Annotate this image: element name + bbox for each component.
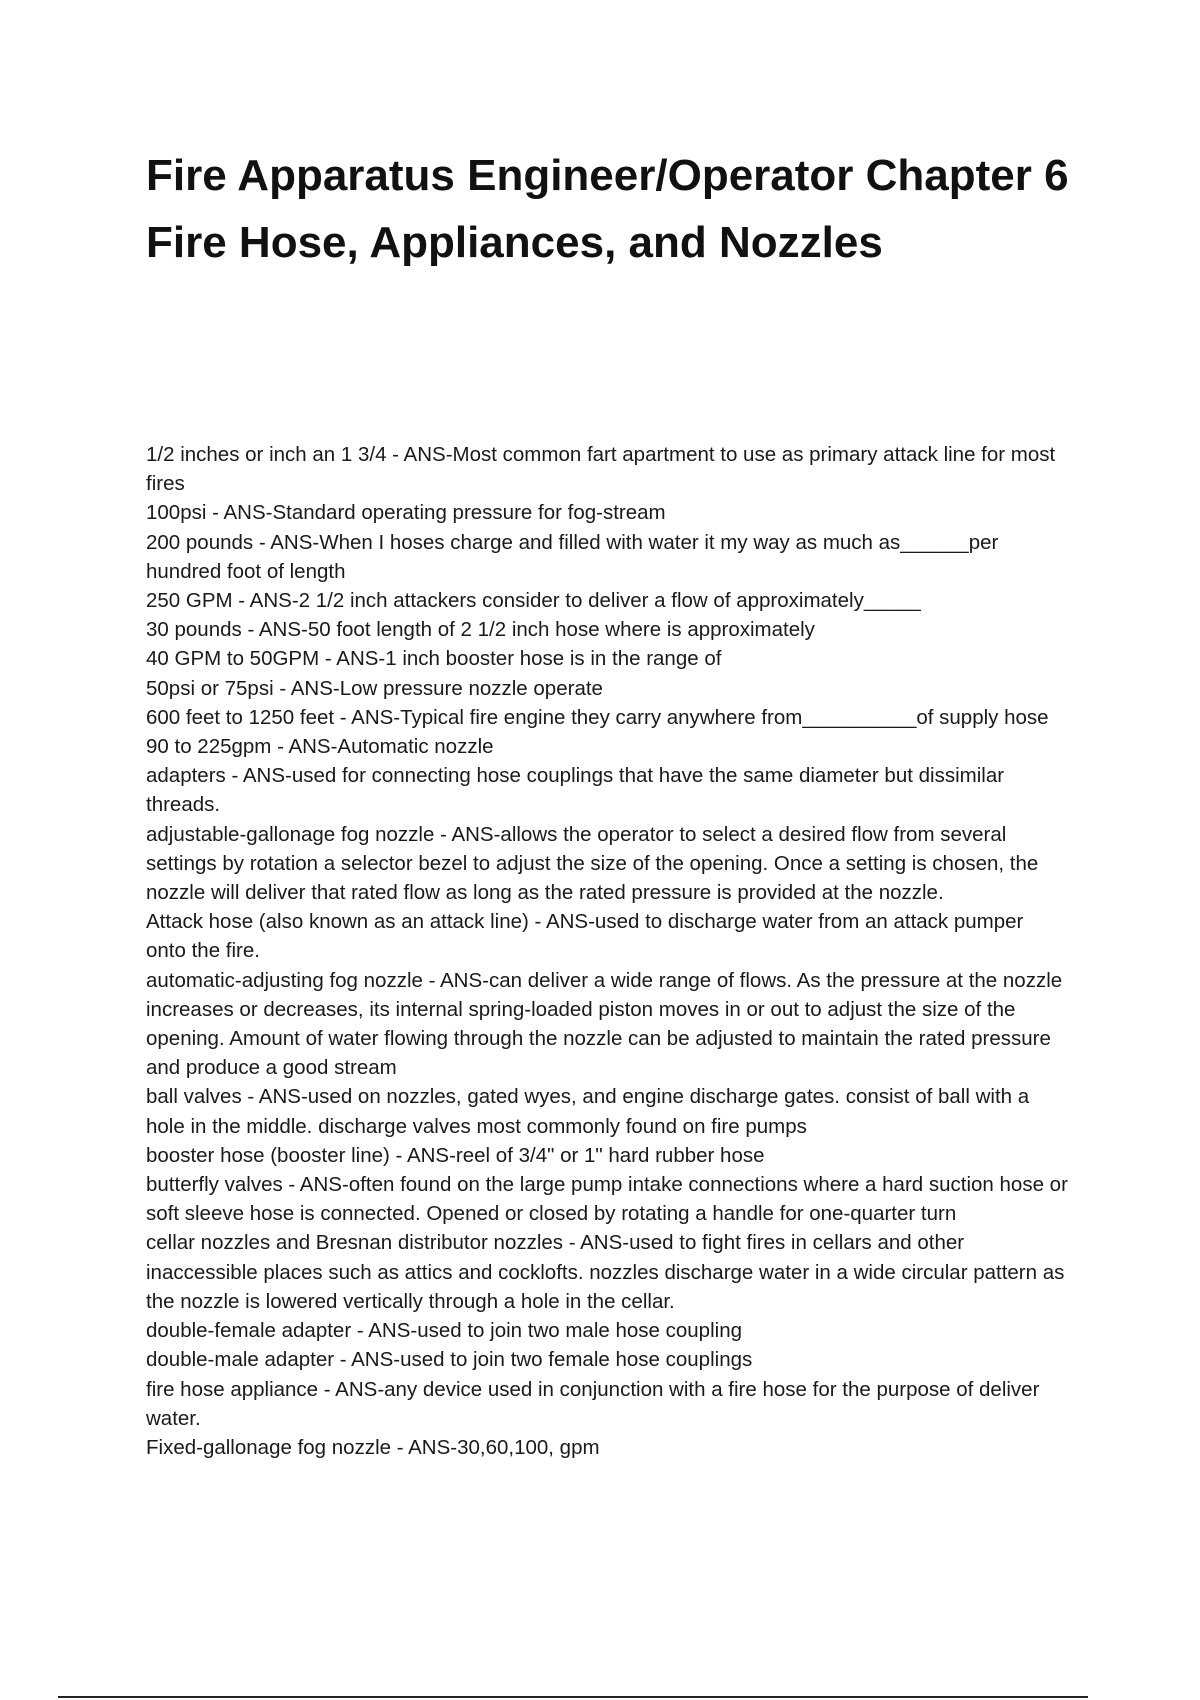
flashcard-entry: 50psi or 75psi - ANS-Low pressure nozzle operate	[146, 676, 603, 700]
flashcard-entry: 30 pounds - ANS-50 foot length of 2 1/2 inch hose where is approximately	[146, 618, 815, 642]
flashcard-entry: 90 to 225gpm - ANS-Automatic nozzle	[146, 735, 494, 759]
flashcard-entry: automatic-adjusting fog nozzle - ANS-can deliver a wide range of flows. As the pressure at the nozzle increases or decreases, its internal spring-loaded piston moves in or out to adjust the size of the opening. Amount of water flowing through the nozzle can be adjusted to maintain the rated pressure and produce a good stream	[146, 968, 1063, 1080]
flashcard-entry: 250 GPM - ANS-2 1/2 inch attackers consider to deliver a flow of approximately_____	[146, 589, 921, 613]
flashcard-entry: 600 feet to 1250 feet - ANS-Typical fire engine they carry anywhere from__________of supply hose	[146, 705, 1049, 729]
flashcard-entry: 1/2 inches or inch an 1 3/4 - ANS-Most common fart apartment to use as primary attack line for most fires	[146, 443, 1056, 496]
flashcard-entry: fire hose appliance - ANS-any device used in conjunction with a fire hose for the purpose of deliver water.	[146, 1377, 1040, 1430]
flashcard-entry: adapters - ANS-used for connecting hose couplings that have the same diameter but dissimilar threads.	[146, 764, 1005, 817]
flashcard-entry: cellar nozzles and Bresnan distributor nozzles - ANS-used to fight fires in cellars and other inaccessible places such as attics and cocklofts. nozzles discharge water in a wide circular pattern as the nozzle is lowered vertically through a hole in the cellar.	[146, 1231, 1065, 1313]
flashcard-entry: double-female adapter - ANS-used to join two male hose coupling	[146, 1319, 742, 1343]
flashcard-entry: 200 pounds - ANS-When I hoses charge and filled with water it my way as much as______per hundred foot of length	[146, 530, 999, 583]
flashcard-entry: booster hose (booster line) - ANS-reel of 3/4" or 1" hard rubber hose	[146, 1143, 765, 1167]
flashcard-entry: Attack hose (also known as an attack line) - ANS-used to discharge water from an attack pumper onto the fire.	[146, 910, 1024, 963]
flashcard-entry: ball valves - ANS-used on nozzles, gated wyes, and engine discharge gates. consist of ball with a hole in the middle. discharge valves most commonly found on fire pumps	[146, 1085, 1030, 1138]
flashcard-entry: 40 GPM to 50GPM - ANS-1 inch booster hose is in the range of	[146, 647, 722, 671]
page-bottom-divider	[58, 1696, 1088, 1698]
flashcard-entry: Fixed-gallonage fog nozzle - ANS-30,60,100, gpm	[146, 1435, 600, 1459]
flashcard-entry: double-male adapter - ANS-used to join two female hose couplings	[146, 1348, 753, 1372]
flashcard-entry: butterfly valves - ANS-often found on the large pump intake connections where a hard suction hose or soft sleeve hose is connected. Opened or closed by rotating a handle for one-quarter turn	[146, 1173, 1068, 1226]
page-title: Fire Apparatus Engineer/Operator Chapter 6 Fire Hose, Appliances, and Nozzles	[146, 151, 1069, 267]
flashcard-entry: adjustable-gallonage fog nozzle - ANS-allows the operator to select a desired flow from several settings by rotation a selector bezel to adjust the size of the opening. Once a setting is chosen, the nozzle will deliver that rated flow as long as the rated pressure is provided at the nozzle.	[146, 822, 1039, 905]
flashcard-entry: 100psi - ANS-Standard operating pressure for fog-stream	[146, 501, 666, 525]
flashcard-list	[146, 440, 1068, 1462]
